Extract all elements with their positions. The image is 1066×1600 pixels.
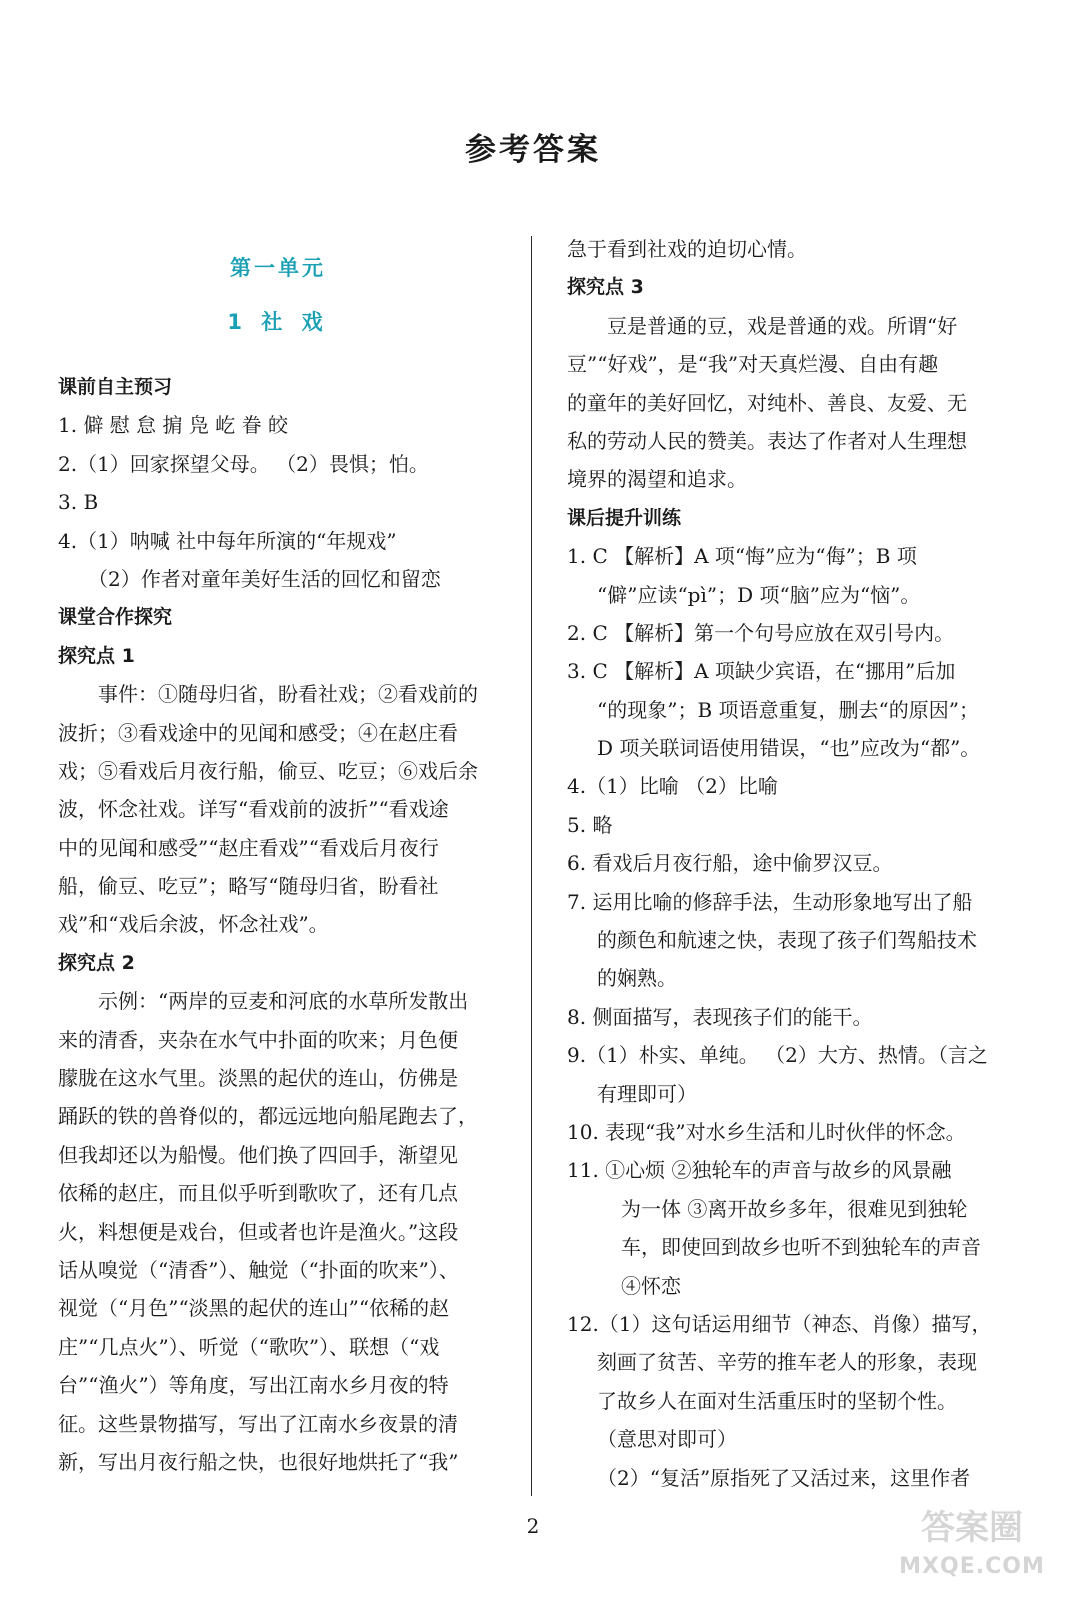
answer-line: 戏；⑤看戏后月夜行船，偷豆、吃豆；⑥戏后余 xyxy=(58,758,478,783)
answer-line: 境界的渴望和追求。 xyxy=(567,467,747,492)
answer-line: 刻画了贫苦、辛劳的推车老人的形象，表现 xyxy=(597,1350,977,1375)
answer-line: 急于看到社戏的迫切心情。 xyxy=(567,237,807,261)
answer-line: 征。这些景物描写，写出了江南水乡夜景的清 xyxy=(58,1411,458,1436)
answer-line: 6. 看戏后月夜行船，途中偷罗汉豆。 xyxy=(567,851,893,876)
answer-line: 事件：①随母归省，盼看社戏；②看戏前的 xyxy=(98,682,478,707)
subsection-heading: 探究点 3 xyxy=(567,276,644,299)
section-heading: 课堂合作探究 xyxy=(58,606,173,629)
answer-line: 1. C 【解析】A 项“悔”应为“侮”；B 项 xyxy=(567,544,917,569)
answer-line: 2. C 【解析】第一个句号应放在双引号内。 xyxy=(567,620,955,645)
answer-line: 台”“渔火”）等角度，写出江南水乡月夜的特 xyxy=(58,1373,449,1398)
answer-line: 12.（1）这句话运用细节（神态、肖像）描写， xyxy=(567,1311,992,1336)
answer-line: 示例：“两岸的豆麦和河底的水草所发散出 xyxy=(98,989,469,1014)
answer-line: “僻”应读“pì”；D 项“脑”应为“恼”。 xyxy=(597,582,921,607)
answer-line: 豆”“好戏”，是“我”对天真烂漫、自由有趣 xyxy=(567,352,939,377)
page-number: 2 xyxy=(526,1514,540,1538)
watermark-url: MXQE.COM xyxy=(899,1554,1045,1579)
answer-line: 波，怀念社戏。详写“看戏前的波折”“看戏途 xyxy=(58,797,449,822)
answer-line: 11. ①心烦 ②独轮车的声音与故乡的风景融 xyxy=(567,1158,952,1183)
answer-line: 波折；③看戏途中的见闻和感受；④在赵庄看 xyxy=(58,720,458,745)
answer-line: “的现象”；B 项语意重复，删去“的原因”； xyxy=(597,697,979,722)
answer-line: 4.（1）呐喊 社中每年所演的“年规戏” xyxy=(58,528,397,553)
answer-line: 但我却还以为船慢。他们换了四回手，渐望见 xyxy=(58,1142,458,1167)
answer-line: 船，偷豆、吃豆”；略写“随母归省，盼看社 xyxy=(58,874,439,899)
answer-line: 踊跃的铁的兽脊似的，都远远地向船尾跑去了， xyxy=(58,1104,478,1129)
page-title: 参考答案 xyxy=(465,132,601,168)
answer-line: 8. 侧面描写，表现孩子们的能干。 xyxy=(567,1004,873,1029)
answer-line: 车，即使回到故乡也听不到独轮车的声音 xyxy=(621,1235,981,1260)
answer-line: 朦胧在这水气里。淡黑的起伏的连山，仿佛是 xyxy=(58,1066,458,1091)
answer-line: 私的劳动人民的赞美。表达了作者对人生理想 xyxy=(567,428,967,453)
answer-line: 1. 僻 慰 怠 掮 凫 屹 眷 皎 xyxy=(58,413,288,438)
lesson-heading: 1 社 戏 xyxy=(227,310,329,334)
answer-line: 火，料想便是戏台，但或者也许是渔火。”这段 xyxy=(58,1219,459,1244)
answer-line: 3. C 【解析】A 项缺少宾语，在“挪用”后加 xyxy=(567,659,956,684)
answer-line: 2.（1）回家探望父母。 （2）畏惧；怕。 xyxy=(58,451,429,476)
section-heading: 课后提升训练 xyxy=(567,506,682,529)
watermark-text: 答案圈 xyxy=(921,1508,1023,1548)
answer-line: 的童年的美好回忆，对纯朴、善良、友爱、无 xyxy=(567,390,967,415)
answer-line: 有理即可） xyxy=(597,1081,697,1106)
answer-line: ④怀恋 xyxy=(621,1273,681,1298)
answer-line: （2）“复活”原指死了又活过来，这里作者 xyxy=(597,1465,971,1490)
right-column xyxy=(567,230,1007,1497)
answer-line: 5. 略 xyxy=(567,812,613,837)
unit-heading: 第一单元 xyxy=(230,256,326,280)
answer-line: 戏”和“戏后余波，怀念社戏”。 xyxy=(58,912,329,937)
answer-line: 中的见闻和感受”“赵庄看戏”“看戏后月夜行 xyxy=(58,835,439,860)
column-divider xyxy=(531,236,532,1496)
answer-line: 了故乡人在面对生活重压时的坚韧个性。 xyxy=(597,1388,957,1413)
answer-line: 7. 运用比喻的修辞手法，生动形象地写出了船 xyxy=(567,889,973,914)
section-heading: 课前自主预习 xyxy=(58,376,173,398)
left-column xyxy=(58,236,498,1481)
subsection-heading: 探究点 1 xyxy=(58,644,135,667)
answer-line: 话从嗅觉（“清香”）、触觉（“扑面的吹来”）、 xyxy=(58,1257,459,1282)
answer-line: 视觉（“月色”“淡黑的起伏的连山”“依稀的赵 xyxy=(58,1296,450,1321)
answer-line: 为一体 ③离开故乡多年，很难见到独轮 xyxy=(621,1196,968,1221)
answer-line: 10. 表现“我”对水乡生活和儿时伙伴的怀念。 xyxy=(567,1119,966,1144)
answer-line: D 项关联词语使用错误，“也”应改为“都”。 xyxy=(597,736,981,761)
answer-line: 9.（1）朴实、单纯。 （2）大方、热情。（言之 xyxy=(567,1043,988,1068)
answer-line: 新，写出月夜行船之快，也很好地烘托了“我” xyxy=(58,1449,459,1474)
answer-line: （意思对即可） xyxy=(597,1427,737,1452)
answer-line: （2）作者对童年美好生活的回忆和留恋 xyxy=(88,566,441,591)
answer-line: 依稀的赵庄，而且似乎听到歌吹了，还有几点 xyxy=(58,1181,458,1206)
answer-line: 的娴熟。 xyxy=(597,966,677,991)
answer-line: 豆是普通的豆，戏是普通的戏。所谓“好 xyxy=(607,313,958,338)
answer-line: 来的清香，夹杂在水气中扑面的吹来；月色便 xyxy=(58,1027,458,1052)
answer-line: 3. B xyxy=(58,490,99,515)
answer-line: 的颜色和航速之快，表现了孩子们驾船技术 xyxy=(597,928,977,953)
answer-line: 庄”“几点火”）、听觉（“歌吹”）、联想（“戏 xyxy=(58,1334,440,1359)
watermark-logo xyxy=(892,1504,1052,1590)
subsection-heading: 探究点 2 xyxy=(58,951,135,974)
answer-line: 4.（1）比喻 （2）比喻 xyxy=(567,774,778,799)
